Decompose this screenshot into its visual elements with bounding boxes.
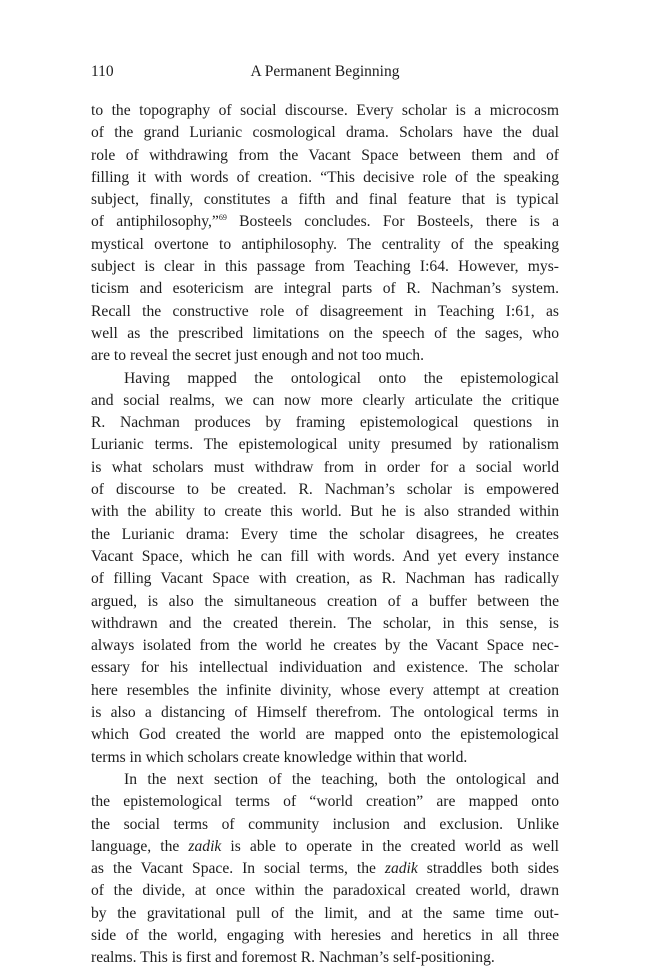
text-line: with the ability to create this world. But he is also stranded within <box>91 503 559 521</box>
text-line: here resembles the infinite divinity, whose every attempt at creation <box>91 681 559 699</box>
text-line: the epistemological terms of “world creation” are mapped onto <box>91 793 559 811</box>
text-line: always isolated from the world he creates by the Vacant Space nec- <box>91 637 559 655</box>
text-line: argued, is also the simultaneous creation of a buffer between the <box>91 592 559 610</box>
text-line: filling it with words of creation. “This decisive role of the speaking <box>91 168 559 186</box>
text-line: the social terms of community inclusion and exclusion. Unlike <box>91 815 559 833</box>
text-line: realms. This is first and foremost R. Nachman’s self-positioning. <box>91 949 495 967</box>
italic-term: zadik <box>384 860 418 878</box>
page-number: 110 <box>91 63 114 80</box>
paragraph <box>91 769 559 970</box>
text-line: In the next section of the teaching, both the ontological and <box>124 770 559 788</box>
text-line: is also a distancing of Himself therefrom. The ontological terms in <box>91 704 559 722</box>
body-text <box>91 100 559 970</box>
text-line: which God created the world are mapped onto the epistemological <box>91 726 559 744</box>
text-line: Lurianic terms. The epistemological unity presumed by rationalism <box>91 436 559 454</box>
paragraph <box>91 100 559 368</box>
text-line: as the Vacant Space. In social terms, the zadik straddles both sides <box>91 860 559 878</box>
text-line: are to reveal the secret just enough and not too much. <box>91 347 424 365</box>
text-line: ticism and esotericism are integral parts of R. Nachman’s system. <box>91 280 559 298</box>
text-line: by the gravitational pull of the limit, and at the same time out- <box>91 904 559 922</box>
paragraph <box>91 368 559 769</box>
text-line: subject is clear in this passage from Teaching I:64. However, mys- <box>91 258 559 276</box>
italic-term: zadik <box>188 837 222 855</box>
text-line: Recall the constructive role of disagreement in Teaching I:61, as <box>91 302 559 320</box>
text-line: of filling Vacant Space with creation, as R. Nachman has radically <box>91 570 559 588</box>
text-line: Having mapped the ontological onto the epistemological <box>124 369 559 387</box>
text-line: of discourse to be created. R. Nachman’s scholar is empowered <box>91 481 559 499</box>
text-line: essary for his intellectual individuation and existence. The scholar <box>91 659 559 677</box>
text-line: R. Nachman produces by framing epistemological questions in <box>91 414 559 432</box>
text-line: terms in which scholars create knowledge within that world. <box>91 748 468 766</box>
running-title: A Permanent Beginning <box>250 63 400 80</box>
text-line: language, the zadik is able to operate in the created world as well <box>91 837 560 855</box>
text-line: role of withdrawing from the Vacant Space between them and of <box>91 146 559 164</box>
text-line: side of the world, engaging with heresies and heretics in all three <box>91 926 559 944</box>
text-line: mystical overtone to antiphilosophy. The centrality of the speaking <box>91 235 559 253</box>
text-line: of the divide, at once within the paradoxical created world, drawn <box>91 882 559 900</box>
text-line: and social realms, we can now more clearly articulate the critique <box>91 391 559 409</box>
text-line: subject, finally, constitutes a fifth and final feature that is typical <box>91 191 559 209</box>
footnote-marker: 69 <box>218 213 227 223</box>
text-line: the Lurianic drama: Every time the scholar disagrees, he creates <box>91 525 559 543</box>
text-line: Vacant Space, which he can fill with words. And yet every instance <box>91 547 559 565</box>
text-line: well as the prescribed limitations on the speech of the sages, who <box>91 324 559 342</box>
text-line: is what scholars must withdraw from in order for a social world <box>91 458 559 476</box>
text-line: to the topography of social discourse. Every scholar is a microcosm <box>91 102 559 119</box>
text-line: withdrawn and the created therein. The scholar, in this sense, is <box>91 614 559 632</box>
text-line: of antiphilosophy,”$^{69}$ Bosteels concludes. For Bosteels, there is a <box>91 213 559 231</box>
running-header <box>91 60 559 84</box>
text-line: of the grand Lurianic cosmological drama. Scholars have the dual <box>91 124 559 142</box>
